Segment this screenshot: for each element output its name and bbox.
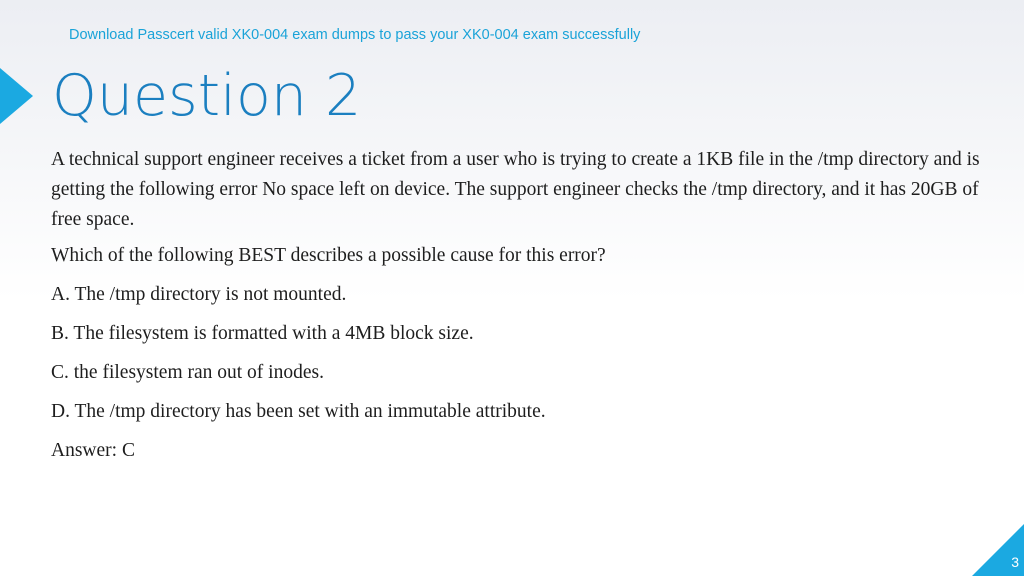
question-prompt: Which of the following BEST describes a possible cause for this error? <box>51 245 606 266</box>
option-d: D. The /tmp directory has been set with an immutable attribute. <box>51 401 546 422</box>
option-b: B. The filesystem is formatted with a 4MB block size. <box>51 323 474 344</box>
question-content <box>51 145 1006 475</box>
question-text: A technical support engineer receives a ticket from a user who is trying to create a 1KB file in the /tmp directory and is getting the following error No space left on device. The support engineer checks the /tmp directory, and it has 20GB of free space. <box>51 149 980 230</box>
option-c: C. the filesystem ran out of inodes. <box>51 362 324 383</box>
slide-title: Question 2 <box>52 63 362 129</box>
download-banner-link[interactable]: Download Passcert valid XK0-004 exam dumps to pass your XK0-004 exam successfully <box>69 27 641 43</box>
answer-text: Answer: C <box>51 440 135 461</box>
page-number: 3 <box>1011 554 1019 570</box>
play-arrow-icon <box>0 68 33 124</box>
option-a: A. The /tmp directory is not mounted. <box>51 284 347 305</box>
